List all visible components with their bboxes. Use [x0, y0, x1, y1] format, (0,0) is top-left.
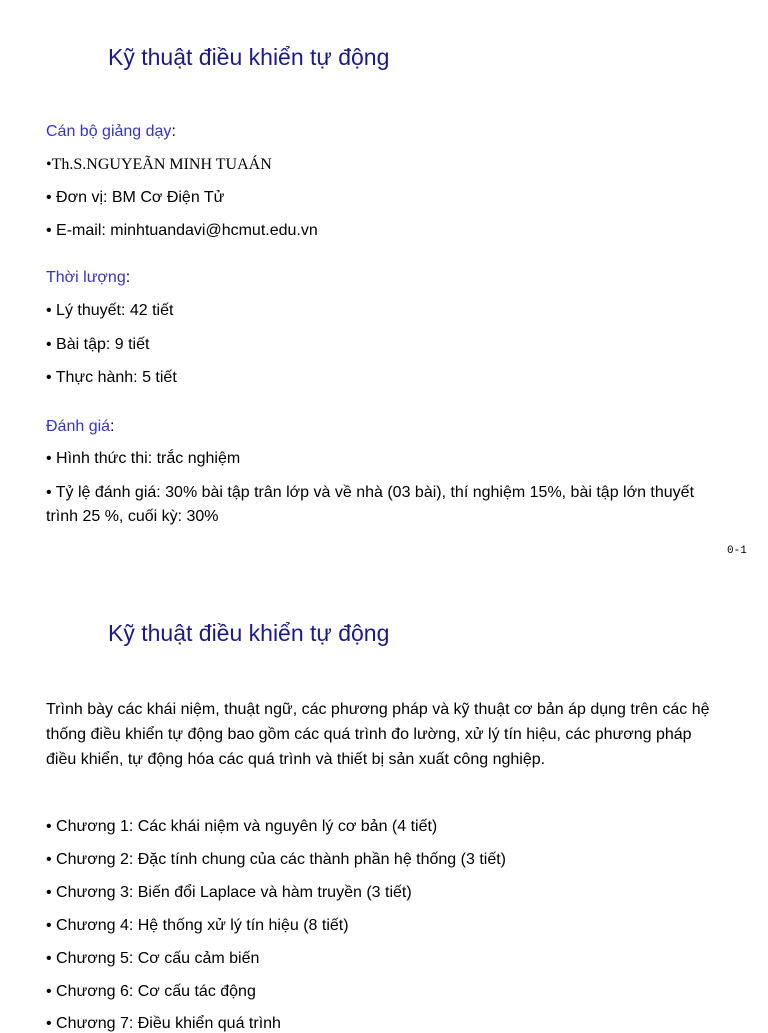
instructors-heading-colon: :: [171, 123, 176, 140]
chapter-item: • Chương 5: Cơ cấu cảm biến: [46, 950, 260, 967]
slide1-page-number: 0-1: [727, 545, 747, 557]
instructors-heading-text: Cán bộ giảng dạy: [46, 123, 172, 140]
duration-heading: [46, 269, 130, 287]
slide2-title: Kỹ thuật điều khiển tự động: [108, 620, 390, 646]
instructor-email: • E-mail: minhtuandavi@hcmut.edu.vn: [46, 222, 318, 239]
duration-theory: • Lý thuyết: 42 tiết: [46, 302, 174, 319]
chapter-item: • Chương 6: Cơ cấu tác động: [46, 983, 256, 1000]
assessment-format: • Hình thức thi: trắc nghiệm: [46, 450, 241, 467]
duration-practice: • Thực hành: 5 tiết: [46, 369, 177, 386]
duration-heading-text: Thời lượng: [46, 269, 126, 286]
assessment-heading-text: Đánh giá: [46, 418, 111, 435]
chapter-item: • Chương 4: Hệ thống xử lý tín hiệu (8 tiết): [46, 917, 349, 934]
assessment-ratio: • Tỷ lệ đánh giá: 30% bài tập trân lớp và về nhà (03 bài), thí nghiệm 15%, bài tập lớn thuyết trình 25 %, cuối kỳ: 30%: [46, 484, 695, 525]
duration-exercise: • Bài tập: 9 tiết: [46, 336, 150, 353]
course-description: Trình bày các khái niệm, thuật ngữ, các phương pháp và kỹ thuật cơ bản áp dụng trên các hệ thống điều khiển tự động bao gồm các quá trình đo lường, xử lý tín hiệu, các phương pháp điều khiển, tự động hóa các quá trình và thiết bị sản xuất công nghiệp.: [46, 701, 710, 768]
instructors-heading: [46, 123, 176, 141]
chapter-item: • Chương 1: Các khái niệm và nguyên lý cơ bản (4 tiết): [46, 818, 438, 835]
instructor-name: •Th.S.NGUYEÃN MINH TUAÁN: [46, 156, 272, 173]
assessment-heading: [46, 418, 115, 436]
assessment-heading-colon: :: [110, 418, 115, 435]
chapter-item: • Chương 7: Điều khiển quá trình: [46, 1015, 281, 1032]
chapter-item: • Chương 2: Đặc tính chung của các thành phần hệ thống (3 tiết): [46, 851, 506, 868]
instructor-unit: • Đơn vị: BM Cơ Điện Tử: [46, 189, 225, 206]
duration-heading-colon: :: [125, 269, 131, 286]
slide1-title: Kỹ thuật điều khiển tự động: [108, 44, 390, 70]
chapter-item: • Chương 3: Biến đổi Laplace và hàm truyền (3 tiết): [46, 884, 412, 901]
